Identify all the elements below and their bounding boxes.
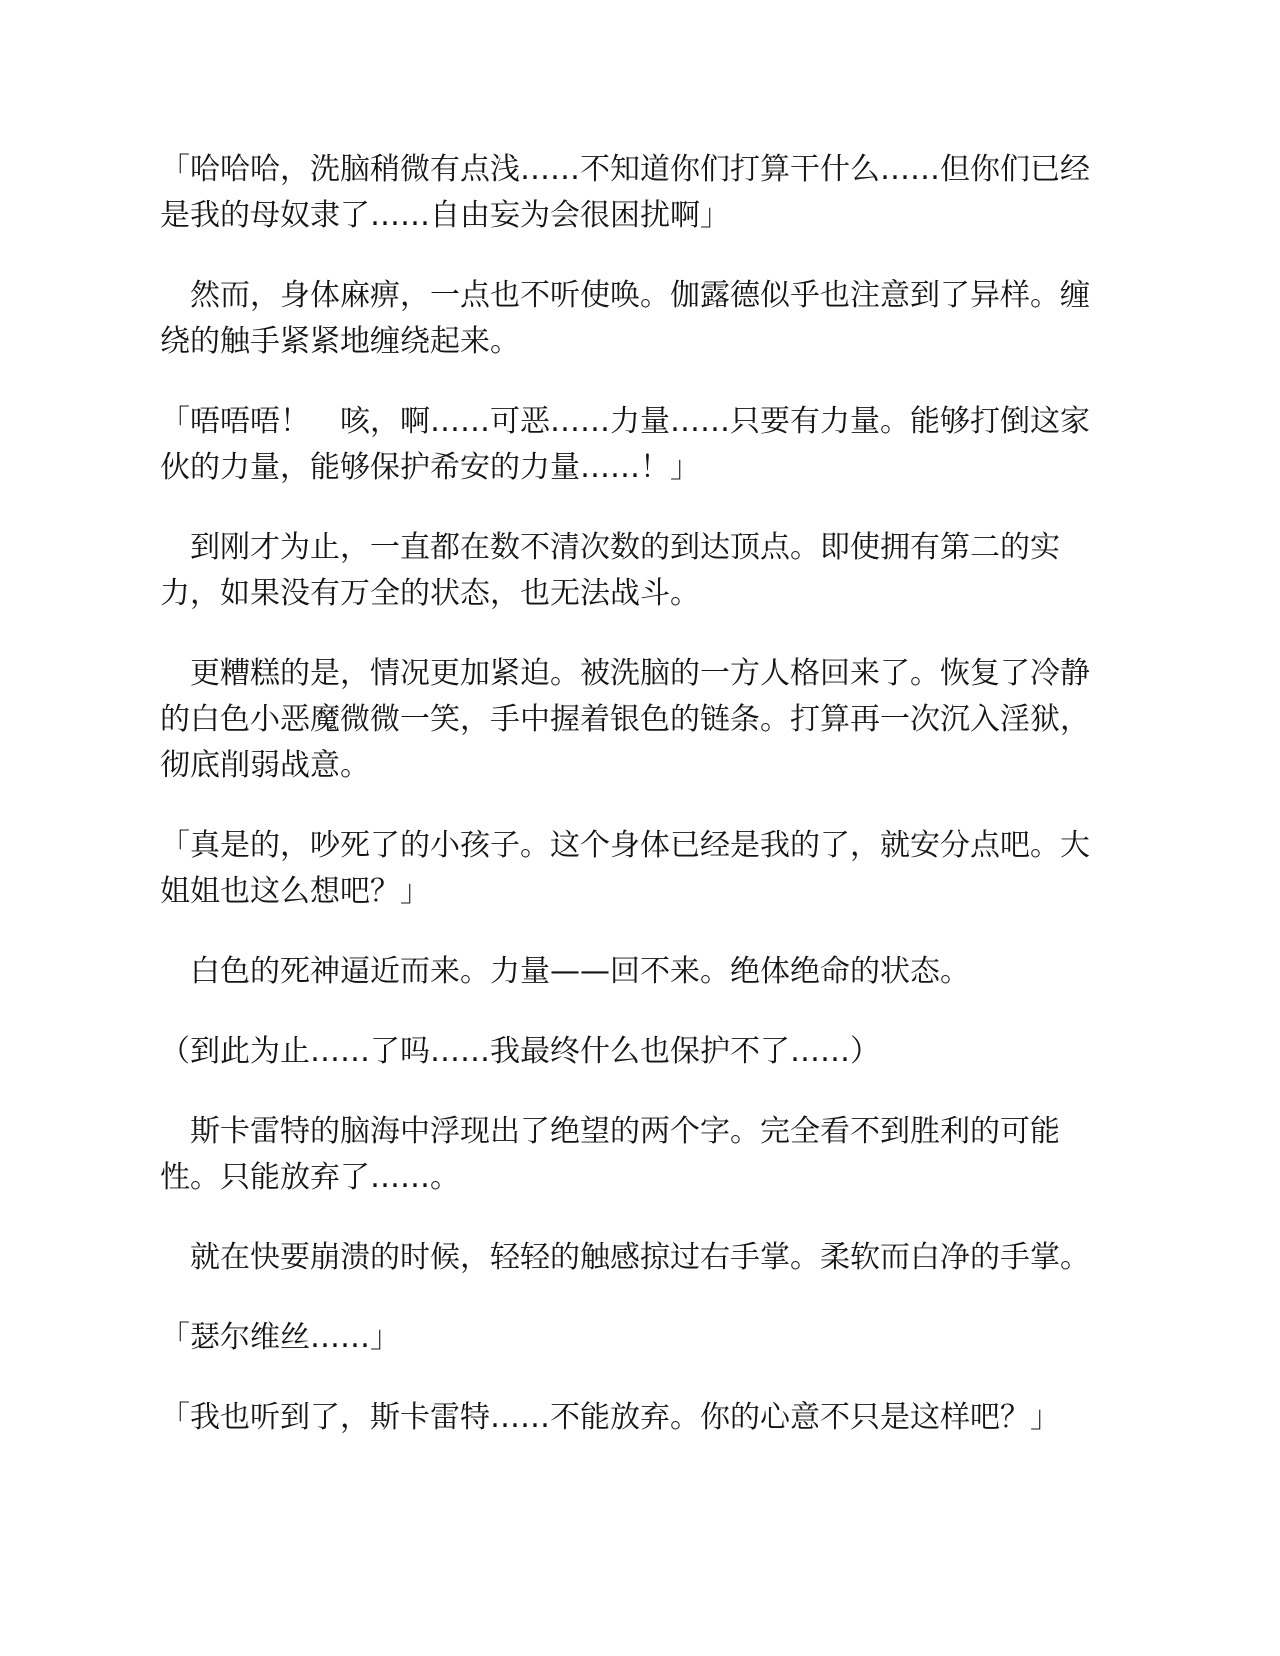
paragraph-dialogue: 「我也听到了，斯卡雷特……不能放弃。你的心意不只是这样吧？」: [160, 1400, 1060, 1435]
paragraph-narration: 然而，身体麻痹，一点也不听使唤。伽露德似乎也注意到了异样。缠绕的触手紧紧地缠绕起来。: [160, 278, 1090, 359]
paragraph-thought: （到此为止……了吗……我最终什么也保护不了……）: [160, 1034, 880, 1069]
paragraph-narration: 更糟糕的是，情况更加紧迫。被洗脑的一方人格回来了。恢复了冷静的白色小恶魔微微一笑，手中握着银色的链条。打算再一次沉入淫狱，彻底削弱战意。: [160, 656, 1090, 783]
paragraph-narration: 斯卡雷特的脑海中浮现出了绝望的两个字。完全看不到胜利的可能性。只能放弃了……。: [160, 1114, 1060, 1195]
paragraph-dialogue: 「哈哈哈，洗脑稍微有点浅……不知道你们打算干什么……但你们已经是我的母奴隶了……自由妄为会很困扰啊」: [160, 152, 1090, 233]
paragraph-dialogue: 「瑟尔维丝……」: [160, 1320, 400, 1355]
paragraph-dialogue: 「唔唔唔！ 咳，啊……可恶……力量……只要有力量。能够打倒这家伙的力量，能够保护希安的力量……！」: [160, 404, 1090, 485]
paragraph-narration: 白色的死神逼近而来。力量——回不来。绝体绝命的状态。: [190, 954, 970, 989]
paragraph-dialogue: 「真是的，吵死了的小孩子。这个身体已经是我的了，就安分点吧。大姐姐也这么想吧？」: [160, 828, 1090, 909]
paragraph-narration: 就在快要崩溃的时候，轻轻的触感掠过右手掌。柔软而白净的手掌。: [190, 1240, 1090, 1275]
paragraph-narration: 到刚才为止，一直都在数不清次数的到达顶点。即使拥有第二的实力，如果没有万全的状态，也无法战斗。: [160, 530, 1060, 611]
document-page: [160, 147, 1115, 1475]
